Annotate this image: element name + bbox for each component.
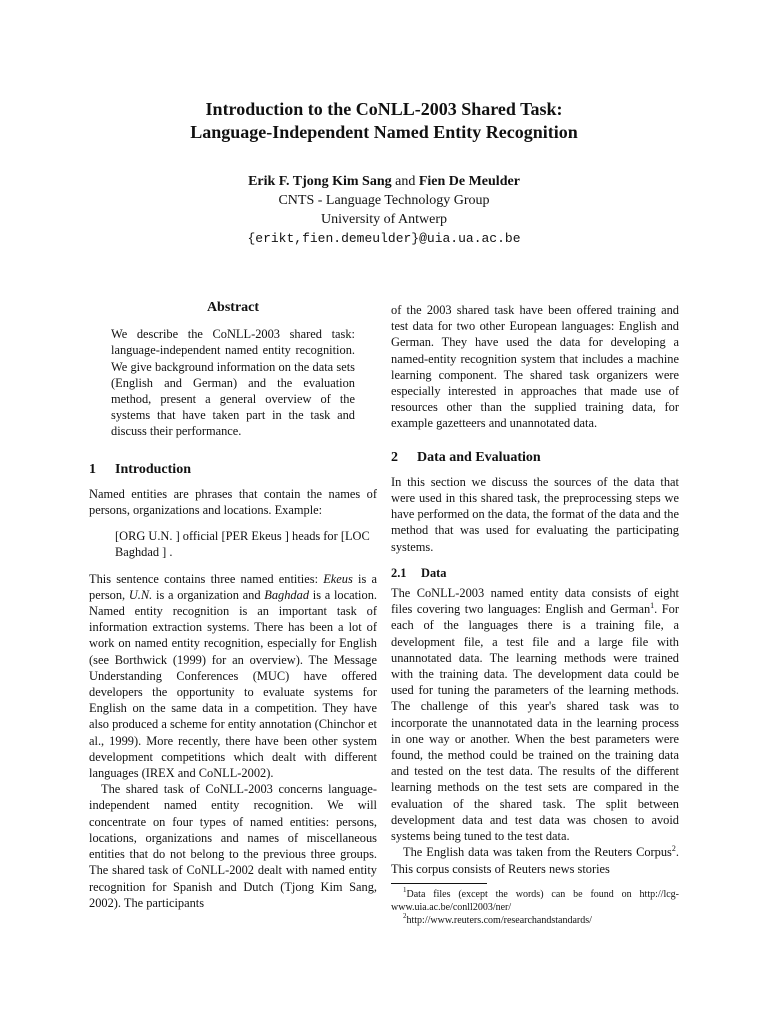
intro-paragraph-2: This sentence contains three named entities: Ekeus is a person, U.N. is a organization and Baghdad is a location. Named entity recognition is an important task of information extraction systems. There has been a lot of work on named entity recognition, especially for English (see Borthwick (1999) for an overview). The Message Understanding Conferences (MUC) have offered developers the opportunity to evaluate systems for English on the same data in a competition. They have also produced a scheme for entity annotation (Chinchor et al., 1999). More recently, there have been other system development competitions which dealt with different languages (IREX and CoNLL-2002). <box>89 571 377 781</box>
affiliation-group: CNTS - Language Technology Group <box>278 193 490 208</box>
english-data-paragraph: The English data was taken from the Reuters Corpus$^2$. This corpus consists of Reuters news stories <box>391 844 679 876</box>
data-paragraph: The CoNLL-2003 named entity data consists of eight files covering two languages: English and German$^1$. For each of the languages there is a training file, a development file, a test file and a large file with unannotated data. The learning methods were trained with the training data. The development data could be used for tuning the parameters of the learning methods. The challenge of this year's shared task was to incorporate the unannotated data in the learning process in one way or another. When the best parameters were found, the method could be trained on the training data and tested on the test data. The results of the different learning methods on the test sets are compared in the evaluation of the shared task. The split between development data and test data was chosen to avoid systems being tuned to the test data. <box>391 586 679 844</box>
subsection-2-1-number: 2.1 <box>391 565 407 580</box>
section-2-heading <box>391 450 679 466</box>
paper-title <box>0 98 768 144</box>
intro-continuation: of the 2003 shared task have been offered training and test data for two other European languages: English and German. They have used the data for developing a named-entity recognition system that includes a machine learning component. The shared task organizers were especially interested in approaches that made use of resources other than the supplied training data, for example gazetteers and unannotated data. <box>391 303 679 431</box>
abstract-heading: Abstract <box>206 300 260 315</box>
footnote-divider <box>391 883 487 884</box>
affiliation-university: University of Antwerp <box>321 212 447 227</box>
section-1-heading <box>89 462 377 478</box>
section-2-number: 2 <box>391 449 398 465</box>
author-conjunction: and <box>395 174 416 189</box>
ner-example: [ORG U.N. ] official [PER Ekeus ] heads for [LOC Baghdad ] . <box>115 529 370 560</box>
footnote-1-marker: 1 <box>650 601 655 611</box>
author-block <box>0 172 768 248</box>
subsection-2-1-heading <box>391 565 679 581</box>
section-1-number: 1 <box>89 461 96 477</box>
section-1-title: Introduction <box>115 461 191 477</box>
footnote-2: $^2$http://www.reuters.com/researchandstandards/ <box>403 912 592 926</box>
intro-paragraph-1: Named entities are phrases that contain the names of persons, organizations and locations. Example: <box>89 486 377 518</box>
footnote-1: $^1$Data files (except the words) can be found on http://lcg-www.uia.ac.be/conll2003/ner/ <box>391 886 679 913</box>
left-column <box>89 300 377 911</box>
italic-baghdad: Baghdad <box>264 587 310 602</box>
footnote-2-marker: 2 <box>671 844 676 854</box>
author-names <box>0 172 768 191</box>
title-line-1: Introduction to the CoNLL-2003 Shared Task: <box>205 99 563 119</box>
intro-paragraph-3: The shared task of CoNLL-2003 concerns language-independent named entity recognition. We will concentrate on four types of named entities: persons, locations, organizations and names of miscellaneous entities that do not belong to the previous three groups. The shared task of CoNLL-2002 dealt with named entity recognition for Spanish and Dutch (Tjong Kim Sang, 2002). The participants <box>89 782 377 910</box>
subsection-2-1-title: Data <box>421 565 447 580</box>
italic-un: U.N. <box>128 587 153 602</box>
right-column <box>391 302 679 927</box>
italic-ekeus: Ekeus <box>323 571 353 586</box>
author-email: {erikt,fien.demeulder}@uia.ua.ac.be <box>247 231 521 246</box>
title-line-2: Language-Independent Named Entity Recognition <box>190 122 578 142</box>
author-2: Fien De Meulder <box>418 174 520 189</box>
abstract-text: We describe the CoNLL-2003 shared task: language-independent named entity recognition. We give background information on the data sets (English and German) and the evaluation method, present a general overview of the systems that have taken part in the task and discuss their performance. <box>111 327 355 439</box>
author-1: Erik F. Tjong Kim Sang <box>248 174 392 189</box>
section-2-title: Data and Evaluation <box>417 449 541 465</box>
section-2-paragraph: In this section we discuss the sources of the data that were used in this shared task, the preprocessing steps we have performed on the data, the format of the data and the method that was used for evaluating the participating systems. <box>391 474 679 554</box>
